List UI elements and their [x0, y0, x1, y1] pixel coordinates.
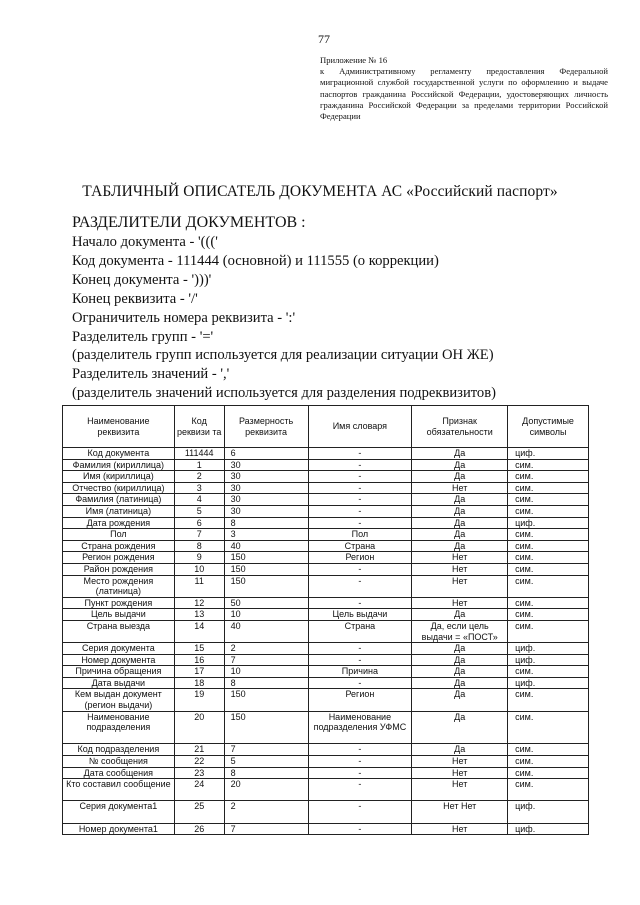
- cell-required: Да: [412, 459, 508, 471]
- separator-line: Разделитель значений - ',': [72, 366, 230, 383]
- cell-dictionary: Страна: [308, 540, 412, 552]
- cell-dictionary: -: [308, 654, 412, 666]
- cell-required: Да: [412, 666, 508, 678]
- cell-size: 150: [224, 552, 308, 564]
- separator-line: Конец реквизита - '/': [72, 290, 198, 307]
- cell-size: 2: [224, 801, 308, 823]
- cell-requisite-name: Имя (кириллица): [63, 471, 175, 483]
- cell-required: Нет: [412, 767, 508, 779]
- cell-required: Нет: [412, 575, 508, 597]
- cell-symbols: сим.: [508, 552, 589, 564]
- table-row: [63, 563, 589, 575]
- cell-code: 4: [174, 494, 224, 506]
- cell-size: 7: [224, 823, 308, 835]
- cell-symbols: сим.: [508, 540, 589, 552]
- cell-size: 6: [224, 448, 308, 460]
- header-requisite-name: Наименование реквизита: [63, 406, 175, 448]
- cell-dictionary: -: [308, 779, 412, 801]
- cell-size: 50: [224, 597, 308, 609]
- table-row: [63, 756, 589, 768]
- cell-size: 150: [224, 563, 308, 575]
- cell-symbols: циф.: [508, 448, 589, 460]
- cell-requisite-name: Место рождения (латиница): [63, 575, 175, 597]
- cell-requisite-name: Серия документа: [63, 643, 175, 655]
- cell-symbols: сим.: [508, 494, 589, 506]
- separator-line: Разделитель групп - '=': [72, 328, 214, 345]
- cell-symbols: сим.: [508, 767, 589, 779]
- cell-dictionary: Цель выдачи: [308, 609, 412, 621]
- cell-requisite-name: Пункт рождения: [63, 597, 175, 609]
- cell-size: 10: [224, 666, 308, 678]
- cell-dictionary: -: [308, 767, 412, 779]
- cell-required: Да: [412, 471, 508, 483]
- cell-symbols: сим.: [508, 563, 589, 575]
- cell-code: 20: [174, 711, 224, 744]
- cell-symbols: сим.: [508, 505, 589, 517]
- table-header-row: [63, 406, 589, 448]
- cell-size: 10: [224, 609, 308, 621]
- cell-required: Нет: [412, 779, 508, 801]
- table-row: [63, 494, 589, 506]
- cell-required: Да: [412, 689, 508, 711]
- table-row: [63, 801, 589, 823]
- cell-symbols: сим.: [508, 666, 589, 678]
- table-row: [63, 689, 589, 711]
- cell-size: 150: [224, 575, 308, 597]
- cell-requisite-name: Фамилия (кириллица): [63, 459, 175, 471]
- cell-symbols: циф.: [508, 823, 589, 835]
- table-row: [63, 505, 589, 517]
- cell-dictionary: Наименование подразделения УФМС: [308, 711, 412, 744]
- cell-requisite-name: Наименование подразделения: [63, 711, 175, 744]
- cell-required: Да: [412, 643, 508, 655]
- table-row: [63, 779, 589, 801]
- cell-code: 2: [174, 471, 224, 483]
- cell-required: Нет: [412, 597, 508, 609]
- cell-requisite-name: Дата сообщения: [63, 767, 175, 779]
- cell-dictionary: Регион: [308, 689, 412, 711]
- cell-symbols: сим.: [508, 756, 589, 768]
- appendix-text: к Административному регламенту предоставления Федеральной миграционной службой государственной услуги по оформлению и выдаче паспортов гражданина Российской Федерации, удостоверяющих личность гражданина Российской Федерации за пределами территории Российской Федерации: [320, 66, 608, 122]
- table-row: [63, 666, 589, 678]
- table-row: [63, 711, 589, 744]
- cell-size: 30: [224, 471, 308, 483]
- cell-requisite-name: Серия документа1: [63, 801, 175, 823]
- separators-heading: РАЗДЕЛИТЕЛИ ДОКУМЕНТОВ :: [72, 214, 306, 231]
- cell-size: 30: [224, 494, 308, 506]
- cell-required: Да: [412, 540, 508, 552]
- cell-code: 18: [174, 677, 224, 689]
- cell-requisite-name: Страна рождения: [63, 540, 175, 552]
- header-dictionary-name: Имя словаря: [308, 406, 412, 448]
- header-allowed-symbols: Допустимые символы: [508, 406, 589, 448]
- cell-requisite-name: Номер документа: [63, 654, 175, 666]
- cell-size: 40: [224, 620, 308, 642]
- table-row: [63, 609, 589, 621]
- cell-dictionary: -: [308, 482, 412, 494]
- cell-code: 7: [174, 529, 224, 541]
- cell-code: 19: [174, 689, 224, 711]
- cell-code: 12: [174, 597, 224, 609]
- cell-symbols: циф.: [508, 801, 589, 823]
- cell-size: 150: [224, 689, 308, 711]
- cell-requisite-name: № сообщения: [63, 756, 175, 768]
- page-number: 77: [318, 32, 330, 46]
- cell-symbols: циф.: [508, 643, 589, 655]
- table-row: [63, 767, 589, 779]
- cell-dictionary: -: [308, 517, 412, 529]
- table-row: [63, 482, 589, 494]
- separator-line: Конец документа - ')))': [72, 271, 212, 288]
- cell-dictionary: Пол: [308, 529, 412, 541]
- table-row: [63, 540, 589, 552]
- cell-requisite-name: Фамилия (латиница): [63, 494, 175, 506]
- cell-size: 8: [224, 677, 308, 689]
- cell-symbols: сим.: [508, 597, 589, 609]
- header-requisite-code: Код реквизи та: [174, 406, 224, 448]
- cell-symbols: сим.: [508, 482, 589, 494]
- cell-dictionary: Причина: [308, 666, 412, 678]
- cell-size: 5: [224, 756, 308, 768]
- cell-code: 16: [174, 654, 224, 666]
- cell-code: 21: [174, 744, 224, 756]
- cell-size: 30: [224, 459, 308, 471]
- cell-size: 150: [224, 711, 308, 744]
- cell-requisite-name: Код документа: [63, 448, 175, 460]
- cell-requisite-name: Страна выезда: [63, 620, 175, 642]
- cell-code: 8: [174, 540, 224, 552]
- cell-dictionary: Страна: [308, 620, 412, 642]
- cell-dictionary: -: [308, 756, 412, 768]
- cell-code: 1: [174, 459, 224, 471]
- cell-symbols: сим.: [508, 575, 589, 597]
- cell-code: 15: [174, 643, 224, 655]
- cell-requisite-name: Пол: [63, 529, 175, 541]
- cell-required: Да: [412, 677, 508, 689]
- cell-code: 111444: [174, 448, 224, 460]
- cell-code: 17: [174, 666, 224, 678]
- cell-code: 9: [174, 552, 224, 564]
- cell-symbols: сим.: [508, 471, 589, 483]
- cell-requisite-name: Код подразделения: [63, 744, 175, 756]
- cell-required: Нет: [412, 756, 508, 768]
- cell-required: Нет: [412, 563, 508, 575]
- table-row: [63, 529, 589, 541]
- appendix-block: [320, 55, 608, 122]
- table-row: [63, 552, 589, 564]
- cell-code: 11: [174, 575, 224, 597]
- cell-required: Да: [412, 654, 508, 666]
- table-row: [63, 654, 589, 666]
- cell-dictionary: -: [308, 575, 412, 597]
- cell-symbols: сим.: [508, 689, 589, 711]
- cell-code: 26: [174, 823, 224, 835]
- table-row: [63, 677, 589, 689]
- cell-requisite-name: Номер документа1: [63, 823, 175, 835]
- separator-line: Код документа - 111444 (основной) и 111555 (о коррекции): [72, 252, 439, 269]
- cell-size: 20: [224, 779, 308, 801]
- cell-dictionary: -: [308, 823, 412, 835]
- cell-size: 8: [224, 767, 308, 779]
- separators-section: [72, 213, 592, 403]
- table-row: [63, 643, 589, 655]
- cell-size: 40: [224, 540, 308, 552]
- cell-dictionary: -: [308, 563, 412, 575]
- cell-requisite-name: Дата выдачи: [63, 677, 175, 689]
- separator-line: (разделитель групп используется для реализации ситуации ОН ЖЕ): [72, 347, 494, 364]
- cell-symbols: сим.: [508, 609, 589, 621]
- cell-size: 7: [224, 744, 308, 756]
- cell-size: 2: [224, 643, 308, 655]
- header-required-flag: Признак обязательности: [412, 406, 508, 448]
- cell-code: 13: [174, 609, 224, 621]
- cell-required: Да: [412, 744, 508, 756]
- separator-line: Начало документа - '(((': [72, 234, 218, 250]
- cell-symbols: сим.: [508, 459, 589, 471]
- cell-dictionary: -: [308, 448, 412, 460]
- cell-size: 30: [224, 505, 308, 517]
- cell-required: Да: [412, 448, 508, 460]
- cell-symbols: циф.: [508, 677, 589, 689]
- cell-dictionary: -: [308, 505, 412, 517]
- table-row: [63, 823, 589, 835]
- cell-dictionary: -: [308, 459, 412, 471]
- cell-required: Да, если цель выдачи = «ПОСТ»: [412, 620, 508, 642]
- cell-required: Нет Нет: [412, 801, 508, 823]
- table-row: [63, 744, 589, 756]
- cell-required: Да: [412, 517, 508, 529]
- cell-code: 10: [174, 563, 224, 575]
- cell-requisite-name: Кто составил сообщение: [63, 779, 175, 801]
- cell-dictionary: -: [308, 494, 412, 506]
- cell-size: 30: [224, 482, 308, 494]
- cell-required: Нет: [412, 552, 508, 564]
- cell-dictionary: -: [308, 744, 412, 756]
- cell-symbols: сим.: [508, 711, 589, 744]
- cell-dictionary: -: [308, 677, 412, 689]
- cell-dictionary: -: [308, 471, 412, 483]
- cell-required: Нет: [412, 482, 508, 494]
- cell-dictionary: -: [308, 597, 412, 609]
- document-title: ТАБЛИЧНЫЙ ОПИСАТЕЛЬ ДОКУМЕНТА АС «Российский паспорт»: [82, 183, 558, 200]
- cell-requisite-name: Кем выдан документ (регион выдачи): [63, 689, 175, 711]
- cell-symbols: сим.: [508, 620, 589, 642]
- cell-required: Да: [412, 529, 508, 541]
- cell-dictionary: -: [308, 801, 412, 823]
- cell-requisite-name: Дата рождения: [63, 517, 175, 529]
- cell-required: Да: [412, 494, 508, 506]
- cell-code: 24: [174, 779, 224, 801]
- cell-required: Да: [412, 505, 508, 517]
- cell-code: 23: [174, 767, 224, 779]
- cell-required: Нет: [412, 823, 508, 835]
- cell-requisite-name: Имя (латиница): [63, 505, 175, 517]
- cell-size: 7: [224, 654, 308, 666]
- cell-code: 14: [174, 620, 224, 642]
- table-row: [63, 597, 589, 609]
- cell-dictionary: -: [308, 643, 412, 655]
- cell-requisite-name: Регион рождения: [63, 552, 175, 564]
- cell-code: 22: [174, 756, 224, 768]
- cell-code: 5: [174, 505, 224, 517]
- cell-size: 3: [224, 529, 308, 541]
- cell-required: Да: [412, 609, 508, 621]
- table-row: [63, 620, 589, 642]
- cell-symbols: циф.: [508, 517, 589, 529]
- cell-symbols: сим.: [508, 744, 589, 756]
- cell-requisite-name: Причина обращения: [63, 666, 175, 678]
- table-row: [63, 575, 589, 597]
- cell-requisite-name: Район рождения: [63, 563, 175, 575]
- cell-code: 25: [174, 801, 224, 823]
- table-row: [63, 517, 589, 529]
- table-row: [63, 471, 589, 483]
- table-row: [63, 448, 589, 460]
- cell-code: 3: [174, 482, 224, 494]
- cell-symbols: циф.: [508, 654, 589, 666]
- cell-dictionary: Регион: [308, 552, 412, 564]
- header-requisite-size: Размерность реквизита: [224, 406, 308, 448]
- cell-requisite-name: Отчество (кириллица): [63, 482, 175, 494]
- cell-required: Да: [412, 711, 508, 744]
- requisites-table: [62, 405, 589, 835]
- cell-code: 6: [174, 517, 224, 529]
- separator-line: Ограничитель номера реквизита - ':': [72, 309, 296, 326]
- separator-line: (разделитель значений используется для разделения подреквизитов): [72, 385, 496, 402]
- cell-requisite-name: Цель выдачи: [63, 609, 175, 621]
- table-row: [63, 459, 589, 471]
- cell-size: 8: [224, 517, 308, 529]
- table-body: [63, 448, 589, 835]
- cell-symbols: сим.: [508, 529, 589, 541]
- appendix-title: Приложение № 16: [320, 55, 388, 65]
- cell-symbols: сим.: [508, 779, 589, 801]
